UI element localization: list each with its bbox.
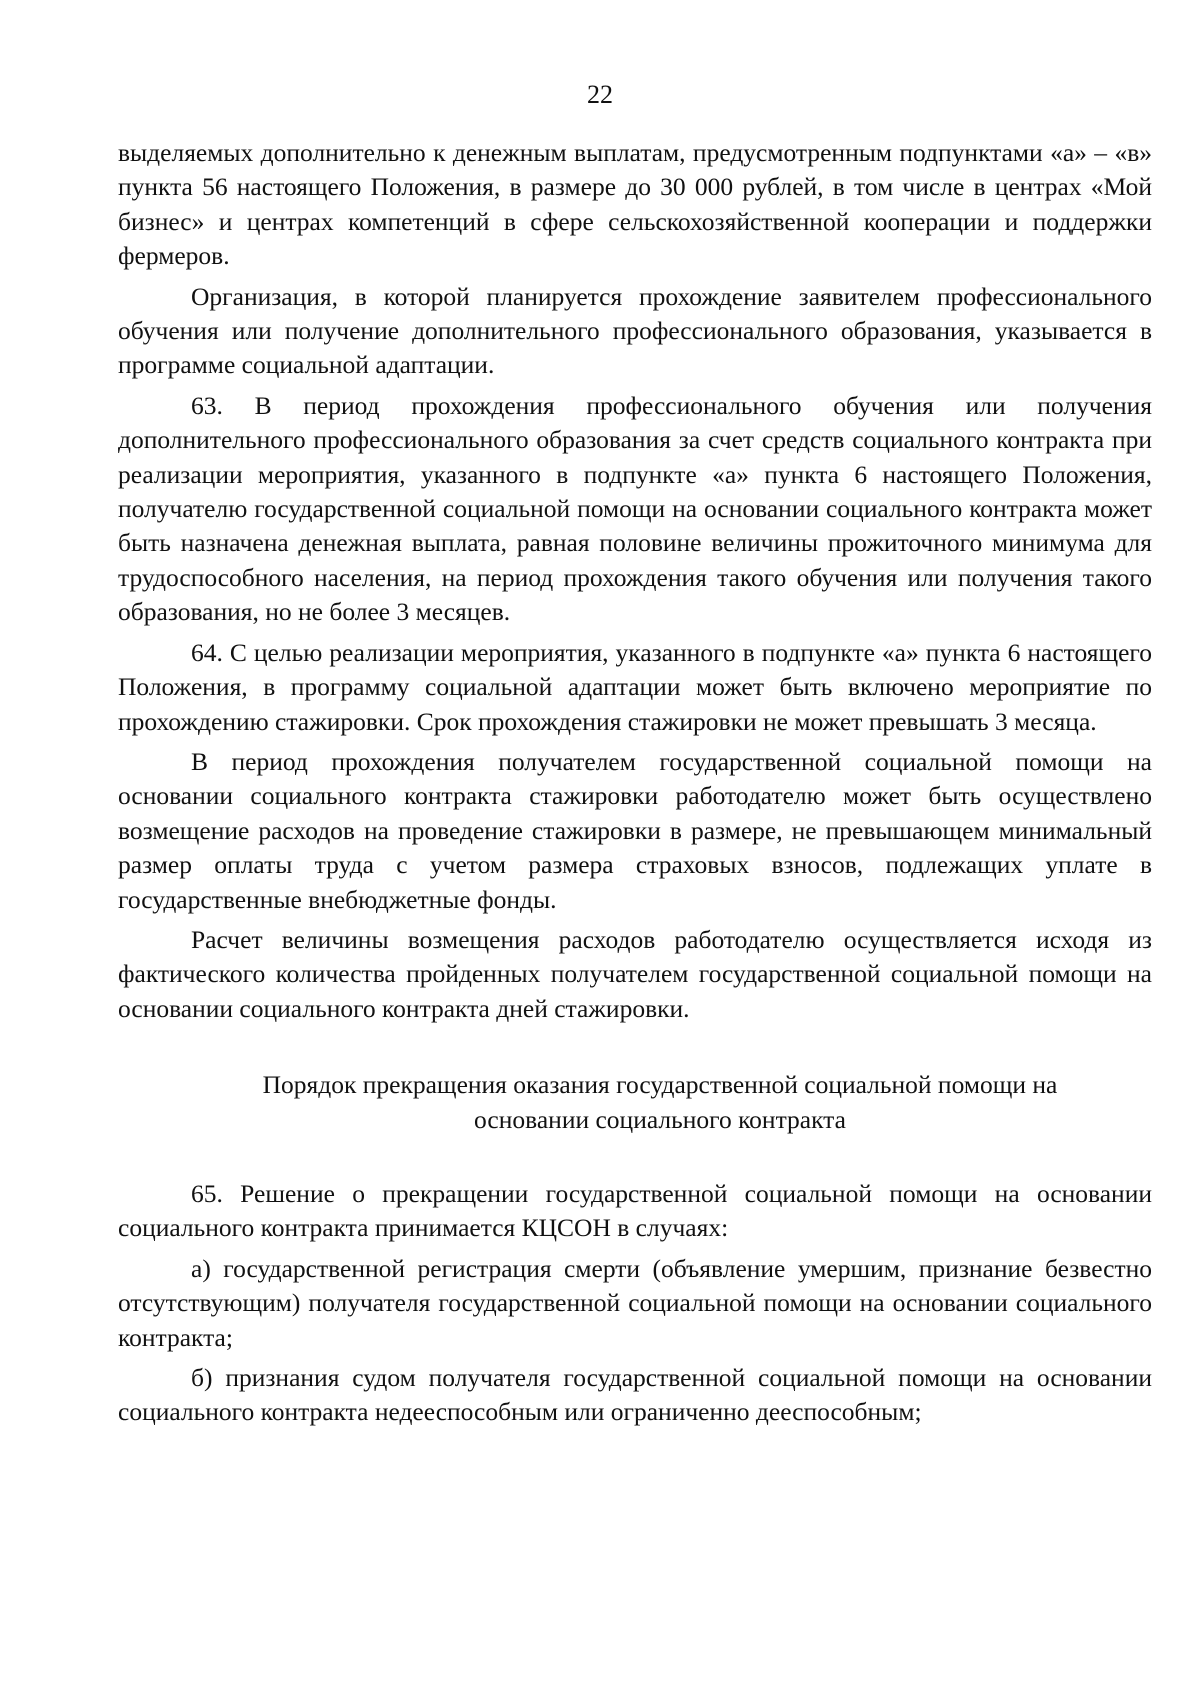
section-heading-line-2: основании социального контракта [474,1104,846,1134]
paragraph-compensation-calculation: Расчет величины возмещения расходов работодателю осуществляется исходя из фактического количества пройденных получателем государственной социальной помощи на основании социального контракта дней стажировки. [118,924,1152,1023]
section-heading [118,1068,1152,1137]
paragraph-63: 63. В период прохождения профессионального обучения или получения дополнительного профессионального образования за счет средств социального контракта при реализации мероприятия, указанного в подпункте «а» пункта 6 настоящего Положения, получателю государственной социальной помощи на основании социального контракта может быть назначена денежная выплата, равная половине величины прожиточного минимума для трудоспособного населения, на период прохождения такого обучения или получения такого образования, но не более 3 месяцев. [118,390,1152,627]
section-heading-line-1: Порядок прекращения оказания государственной социальной помощи на [262,1070,1058,1100]
paragraph-continuation: выделяемых дополнительно к денежным выплатам, предусмотренным подпунктами «а» – «в» пункта 56 настоящего Положения, в размере до 30 000 рублей, в том числе в центрах «Мой бизнес» и центрах компетенций в сфере сельскохозяйственной кооперации и поддержки фермеров. [118,138,1152,271]
paragraph-internship-compensation: В период прохождения получателем государственной социальной помощи на основании социального контракта стажировки работодателю может быть осуществлено возмещение расходов на проведение стажировки в размере, не превышающем минимальный размер оплаты труда с учетом размера страховых взносов, подлежащих уплате в государственные внебюджетные фонды. [118,746,1152,914]
page-number: 22 [587,80,613,109]
paragraph-65-a: а) государственной регистрация смерти (объявление умершим, признание безвестно отсутствующим) получателя государственной социальной помощи на основании социального контракта; [118,1253,1152,1352]
paragraph-64: 64. С целью реализации мероприятия, указанного в подпункте «а» пункта 6 настоящего Положения, в программу социальной адаптации может быть включено мероприятие по прохождению стажировки. Срок прохождения стажировки не может превышать 3 месяца. [118,637,1152,736]
paragraph-organization: Организация, в которой планируется прохождение заявителем профессионального обучения или получение дополнительного профессионального образования, указывается в программе социальной адаптации. [118,281,1152,380]
paragraph-65-b: б) признания судом получателя государственной социальной помощи на основании социального контракта недееспособным или ограниченно дееспособным; [118,1363,1152,1427]
paragraph-65: 65. Решение о прекращении государственной социальной помощи на основании социального контракта принимается КЦСОН в случаях: [118,1178,1152,1243]
document-body [118,136,1152,1430]
